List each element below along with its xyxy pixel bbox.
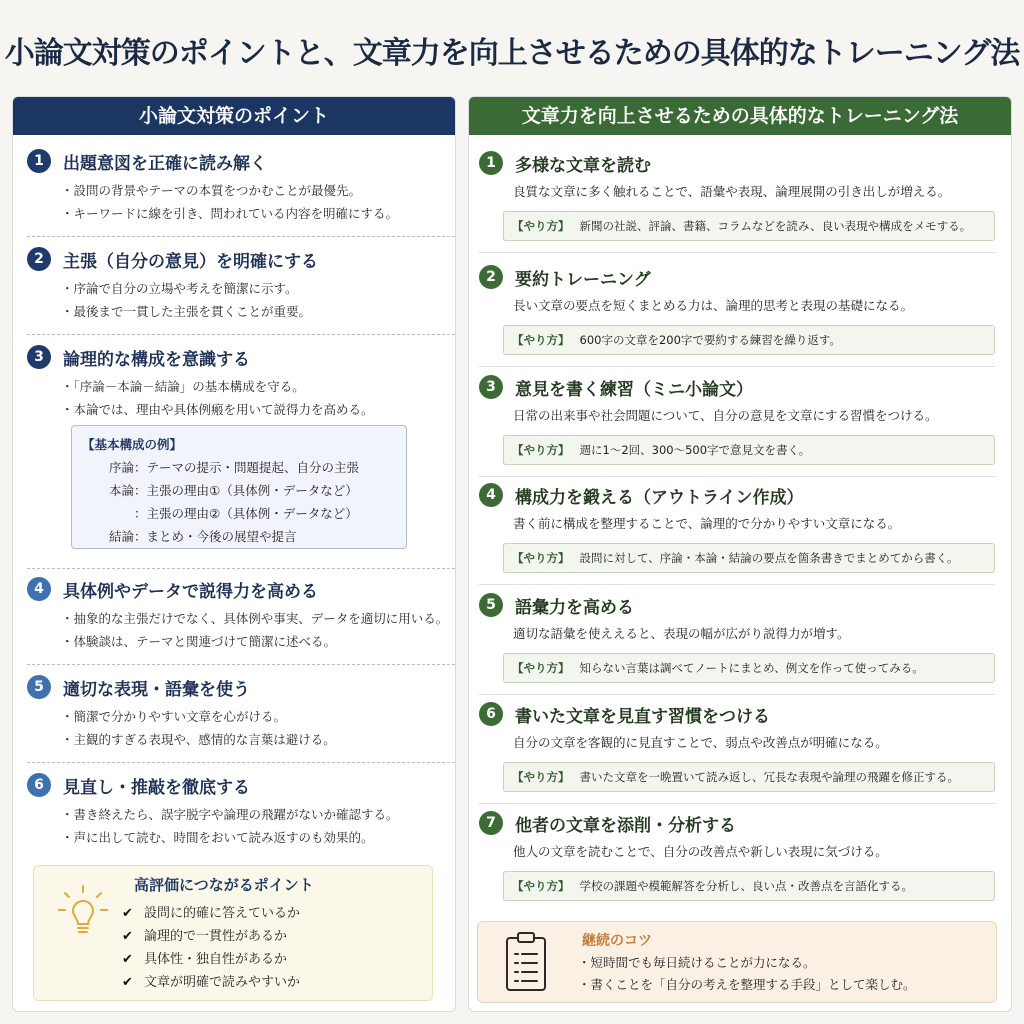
section-title: 見直し・推敲を徹底する xyxy=(63,777,250,798)
section-number: 5 xyxy=(27,675,51,699)
section-number: 4 xyxy=(27,577,51,601)
bullet-item: ・ 本論では、理由や具体例瘢を用いて説得力を高める。 xyxy=(61,398,455,421)
method-box: 【やり方】 設問に対して、序論・本論・結論の要点を箇条書きでまとめてから書く。 xyxy=(503,543,995,573)
section-description: 自分の文章を客観的に見直すことで、弱点や改善点が明確になる。 xyxy=(513,735,888,750)
method-box: 【やり方】 書いた文章を一晩置いて読み返し、冗長な表現や論理の飛躍を修正する。 xyxy=(503,762,995,792)
section-description: 良質な文章に多く触れることで、語彙や表現、論理展開の引き出しが増える。 xyxy=(513,184,951,199)
tips-item: ✔ 具体性・独自性があるか xyxy=(122,948,300,971)
section-number: 5 xyxy=(479,593,503,617)
point-section-5 xyxy=(27,673,455,763)
section-description: 他人の文章を読むことで、自分の改善点や新しい表現に気づける。 xyxy=(513,844,888,859)
method-box: 【やり方】 600字の文章を200字で要約する練習を繰り返す。 xyxy=(503,325,995,355)
section-description: 適切な語彙を使ええると、表現の幅が広がり説得力が増す。 xyxy=(513,626,850,641)
section-title: 意見を書く練習（ミニ小論文） xyxy=(515,379,753,400)
bullet-item: ・ 序論で自分の立場や考えを簡潔に示す。 xyxy=(61,277,455,300)
example-row: 本論 ： 主張の理由①（具体例・データなど） xyxy=(108,483,358,498)
example-row: 序論 ： テーマの提示・問題提起、自分の主張 xyxy=(108,460,360,475)
tips-item: ✔ 設問に的確に答えているか xyxy=(122,902,300,925)
section-number: 2 xyxy=(27,247,51,271)
section-number: 1 xyxy=(479,151,503,175)
bullet-item: ・ 簡潔で分かりやすい文章を心がける。 xyxy=(61,705,455,728)
training-section-5 xyxy=(479,591,995,695)
section-title: 具体例やデータで説得力を高める xyxy=(63,581,318,602)
continuation-item: ・ 短時間でも毎日続けることが力になる。 xyxy=(578,952,916,974)
tips-box xyxy=(33,865,433,1001)
section-number: 7 xyxy=(479,811,503,835)
check-icon: ✔ xyxy=(122,952,133,967)
training-section-2 xyxy=(479,263,995,367)
example-title: 【基本構成の例】 xyxy=(82,437,183,452)
structure-example-box xyxy=(71,425,407,549)
left-panel xyxy=(12,96,456,1012)
training-section-1 xyxy=(479,149,995,253)
training-section-7 xyxy=(479,809,995,913)
tips-item: ✔ 文章が明確で読みやすいか xyxy=(122,971,300,994)
bullet-item: ・ 書き終えたら、誤字脱字や論理の飛躍がないか確認する。 xyxy=(61,803,455,826)
section-title: 論理的な構成を意識する xyxy=(63,349,250,370)
section-number: 4 xyxy=(479,483,503,507)
point-section-4 xyxy=(27,575,455,665)
right-panel-header: 文章力を向上させるための具体的なトレーニング法 xyxy=(469,97,1011,135)
training-section-4 xyxy=(479,481,995,585)
section-number: 3 xyxy=(27,345,51,369)
tips-title: 高評価につながるポイント xyxy=(134,876,314,894)
page-title: 小論文対策のポイントと、文章力を向上させるための具体的なトレーニング法 xyxy=(4,36,1020,71)
right-panel xyxy=(468,96,1012,1012)
section-title: 書いた文章を見直す習慣をつける xyxy=(515,706,770,727)
section-number: 1 xyxy=(27,149,51,173)
bullet-item: ・ 設問の背景やテーマの本質をつかむことが最優先。 xyxy=(61,179,455,202)
training-section-3 xyxy=(479,373,995,477)
section-title: 多様な文章を読む xyxy=(515,155,651,176)
method-box: 【やり方】 週に1～2回、300～500字で意見文を書く。 xyxy=(503,435,995,465)
bullet-item: ・ キーワードに線を引き、問われている内容を明確にする。 xyxy=(61,202,455,225)
section-number: 2 xyxy=(479,265,503,289)
section-number: 6 xyxy=(479,702,503,726)
section-description: 長い文章の要点を短くまとめる力は、論理的思考と表現の基礎になる。 xyxy=(513,298,914,313)
check-icon: ✔ xyxy=(122,906,133,921)
point-section-6 xyxy=(27,771,455,861)
continuation-item: ・ 書くことを「自分の考えを整理する手段」として楽しむ。 xyxy=(578,974,916,996)
method-box: 【やり方】 新聞の社説、評論、書籍、コラムなどを読み、良い表現や構成をメモする。 xyxy=(503,211,995,241)
lightbulb-icon xyxy=(58,884,108,940)
section-description: 日常の出来事や社会問題について、自分の意見を文章にする習慣をつける。 xyxy=(513,408,938,423)
example-row: 結論 ： まとめ・今後の展望や提言 xyxy=(108,529,297,544)
bullet-item: ・ 「序論－本論－結論」の基本構成を守る。 xyxy=(61,375,455,398)
section-number: 6 xyxy=(27,773,51,797)
tips-item: ✔ 論理的で一貫性があるか xyxy=(122,925,300,948)
training-section-6 xyxy=(479,700,995,804)
section-title: 出題意図を正確に読み解く xyxy=(63,153,267,174)
section-description: 書く前に構成を整理することで、論理的で分かりやすい文章になる。 xyxy=(513,516,901,531)
continuation-tips-box xyxy=(477,921,997,1003)
check-icon: ✔ xyxy=(122,975,133,990)
section-title: 語彙力を高める xyxy=(515,597,634,618)
section-title: 他者の文章を添削・分析する xyxy=(515,815,736,836)
clipboard-icon xyxy=(504,930,548,994)
bullet-item: ・ 抽象的な主張だけでなく、具体例や事実、データを適切に用いる。 xyxy=(61,607,455,630)
bullet-item: ・ 体験談は、テーマと関連づけて簡潔に述べる。 xyxy=(61,630,455,653)
point-section-2 xyxy=(27,245,455,335)
continuation-title: 継続のコツ xyxy=(582,933,652,949)
method-box: 【やり方】 知らない言葉は調べてノートにまとめ、例文を作って使ってみる。 xyxy=(503,653,995,683)
point-section-1 xyxy=(27,147,455,237)
section-title: 構成力を鍛える（アウトライン作成） xyxy=(515,487,804,508)
bullet-item: ・ 最後まで一貫した主張を貫くことが重要。 xyxy=(61,300,455,323)
check-icon: ✔ xyxy=(122,929,133,944)
bullet-item: ・ 主観的すぎる表現や、感情的な言葉は避ける。 xyxy=(61,728,455,751)
example-row: ： 主張の理由②（具体例・データなど） xyxy=(134,506,358,521)
bullet-item: ・ 声に出して読む、時間をおいて読み返すのも効果的。 xyxy=(61,826,455,849)
section-number: 3 xyxy=(479,375,503,399)
method-box: 【やり方】 学校の課題や模範解答を分析し、良い点・改善点を言語化する。 xyxy=(503,871,995,901)
section-title: 適切な表現・語彙を使う xyxy=(63,679,250,700)
left-panel-header: 小論文対策のポイント xyxy=(13,97,455,135)
section-title: 要約トレーニング xyxy=(515,269,651,290)
section-title: 主張（自分の意見）を明確にする xyxy=(63,251,318,272)
